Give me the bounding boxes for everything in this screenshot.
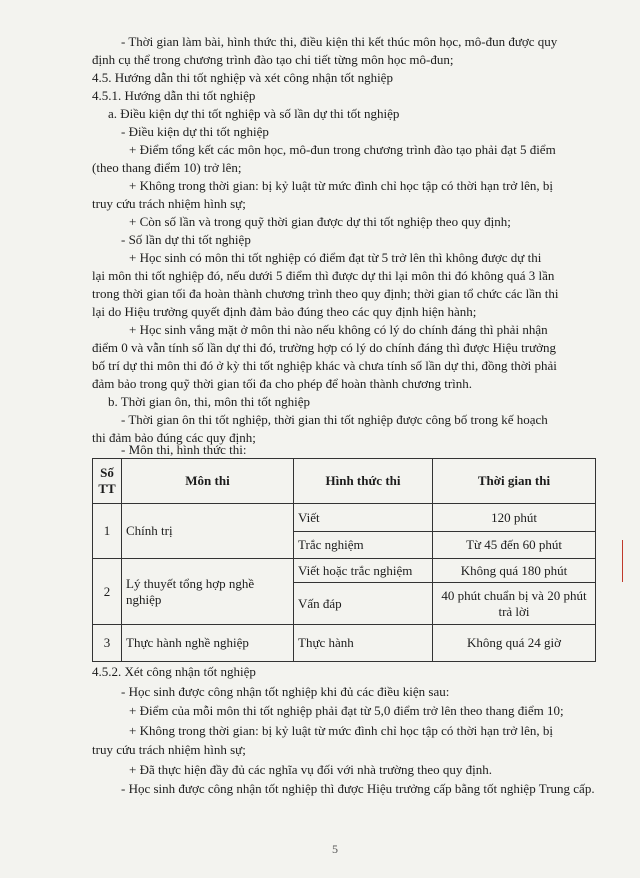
subsection-heading: 4.5.2. Xét công nhận tốt nghiệp	[92, 664, 256, 679]
header-form: Hình thức thi	[294, 459, 433, 504]
paragraph: truy cứu trách nhiệm hình sự;	[92, 742, 246, 757]
margin-mark	[622, 540, 623, 582]
paragraph: truy cứu trách nhiệm hình sự;	[92, 196, 246, 211]
paragraph: - Học sinh được công nhận tốt nghiệp thì được Hiệu trưởng cấp bằng tốt nghiệp Trung cấp.	[121, 781, 595, 796]
row-time: Từ 45 đến 60 phút	[433, 532, 596, 559]
subsection-heading: 4.5.1. Hướng dẫn thi tốt nghiệp	[92, 88, 256, 103]
paragraph: + Không trong thời gian: bị kỷ luật từ mức đình chỉ học tập có thời hạn trở lên, bị	[129, 723, 554, 738]
row-form: Viết hoặc trắc nghiệm	[294, 559, 433, 583]
paragraph: thi đảm bảo đúng các quy định;	[92, 430, 256, 445]
table-header-row	[93, 459, 596, 504]
paragraph: + Học sinh có môn thi tốt nghiệp có điểm đạt từ 5 trở lên thì không được dự thi	[129, 250, 542, 265]
paragraph: + Điểm của mỗi môn thi tốt nghiệp phải đạt từ 5,0 điểm trở lên theo thang điểm 10;	[129, 703, 564, 718]
paragraph: + Không trong thời gian: bị kỷ luật từ mức đình chỉ học tập có thời hạn trở lên, bị	[129, 178, 554, 193]
paragraph: trong thời gian tối đa hoàn thành chương trình theo quy định; thời gian tổ chức các lần thi	[92, 286, 559, 301]
paragraph: - Điều kiện dự thi tốt nghiệp	[121, 124, 269, 139]
item-heading: a. Điều kiện dự thi tốt nghiệp và số lần dự thi tốt nghiệp	[108, 106, 400, 121]
row-form: Vấn đáp	[294, 583, 433, 625]
row-form: Thực hành	[294, 625, 433, 662]
paragraph: bố trí dự thi môn thi đó ở kỳ thi tốt nghiệp khác và chưa tính số lần dự thi, đồng thời phải	[92, 358, 557, 373]
header-time: Thời gian thi	[433, 459, 596, 504]
row-form: Viết	[294, 504, 433, 532]
row-subject: Lý thuyết tổng hợp nghề nghiệp	[122, 559, 294, 625]
paragraph: + Còn số lần và trong quỹ thời gian được dự thi tốt nghiệp theo quy định;	[129, 214, 511, 229]
row-subject: Thực hành nghề nghiệp	[122, 625, 294, 662]
exam-table	[92, 458, 596, 662]
page-number: 5	[332, 842, 338, 856]
item-heading: b. Thời gian ôn, thi, môn thi tốt nghiệp	[108, 394, 310, 409]
paragraph: (theo thang điểm 10) trở lên;	[92, 160, 242, 175]
header-subject: Môn thi	[122, 459, 294, 504]
paragraph: đảm bảo trong quỹ thời gian tối đa cho phép để hoàn thành chương trình.	[92, 376, 473, 391]
paragraph: - Thời gian ôn thi tốt nghiệp, thời gian thi tốt nghiệp được công bố trong kế hoạch	[121, 412, 548, 427]
table-row	[93, 504, 596, 532]
paragraph: - Học sinh được công nhận tốt nghiệp khi đủ các điều kiện sau:	[121, 684, 450, 699]
paragraph: + Học sinh vắng mặt ở môn thi nào nếu không có lý do chính đáng thì phải nhận	[129, 322, 548, 337]
row-time: 40 phút chuẩn bị và 20 phút trả lời	[433, 583, 596, 625]
row-stt: 1	[93, 504, 122, 559]
table-intro: - Môn thi, hình thức thi:	[121, 442, 247, 457]
row-subject: Chính trị	[122, 504, 294, 559]
header-stt: Số TT	[93, 459, 122, 504]
table-row	[93, 559, 596, 583]
paragraph: + Điểm tổng kết các môn học, mô-đun trong chương trình đào tạo phải đạt 5 điểm	[129, 142, 556, 157]
row-stt: 3	[93, 625, 122, 662]
paragraph: - Số lần dự thi tốt nghiệp	[121, 232, 251, 247]
section-heading: 4.5. Hướng dẫn thi tốt nghiệp và xét công nhận tốt nghiệp	[92, 70, 393, 85]
paragraph: + Đã thực hiện đầy đủ các nghĩa vụ đối với nhà trường theo quy định.	[129, 762, 492, 777]
paragraph: điểm 0 và vẫn tính số lần dự thi đó, trường hợp có lý do chính đáng thì được Hiệu trưởng	[92, 340, 557, 355]
table-row	[93, 625, 596, 662]
row-time: 120 phút	[433, 504, 596, 532]
paragraph: định cụ thể trong chương trình đào tạo chi tiết từng môn học mô-đun;	[92, 52, 454, 67]
row-time: Không quá 24 giờ	[433, 625, 596, 662]
row-time: Không quá 180 phút	[433, 559, 596, 583]
paragraph: lại môn thi tốt nghiệp đó, nếu dưới 5 điểm thì được dự thi lại môn thi đó không quá 3 lần	[92, 268, 555, 283]
paragraph: - Thời gian làm bài, hình thức thi, điều kiện thi kết thúc môn học, mô-đun được quy	[121, 34, 558, 49]
row-stt: 2	[93, 559, 122, 625]
row-form: Trắc nghiệm	[294, 532, 433, 559]
paragraph: lại do Hiệu trưởng quyết định đảm bảo đúng theo các quy định hiện hành;	[92, 304, 477, 319]
